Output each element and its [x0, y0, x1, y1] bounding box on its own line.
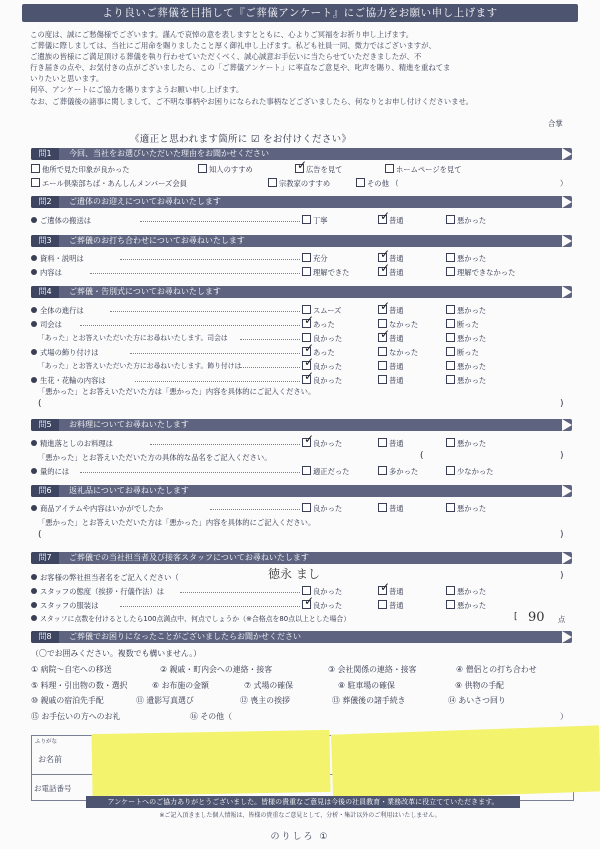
name-label: お名前: [38, 755, 62, 764]
checkbox[interactable]: [302, 253, 311, 262]
checkbox[interactable]: [378, 466, 387, 475]
leader-dots: [80, 472, 300, 473]
checkbox-checked[interactable]: [378, 209, 391, 224]
checkbox[interactable]: [302, 215, 311, 224]
thank-you-bar: アンケートへのご協力ありがとうございました。皆様の貴重なご意見は今後の社員教育・業務改革に役立てていただきます。: [86, 796, 520, 808]
q8-number: 問8: [31, 631, 59, 643]
q3-title: ご葬儀のお打ち合わせについてお尋ねいたします: [69, 236, 245, 245]
intro-line: いりたいと思います。: [30, 74, 104, 84]
answer-option[interactable]: 悪かった: [446, 375, 486, 386]
answer-option[interactable]: ✓ 普通: [380, 580, 404, 596]
q3-number: 問3: [31, 235, 59, 247]
checkbox-checked[interactable]: [295, 158, 308, 173]
checkbox[interactable]: [446, 253, 455, 262]
checkbox[interactable]: [446, 305, 455, 314]
q8-title: ご葬儀でお困りになったことがございましたらお聞かせください: [69, 632, 301, 641]
q6-note: 「悪かった」とお答えいただいた方は「悪かった」内容を具体的にご記入ください。: [38, 518, 316, 527]
q7-number: 問7: [31, 552, 59, 564]
q6-header: [31, 485, 572, 497]
q3-header: [31, 235, 572, 247]
answer-option[interactable]: 断った: [446, 347, 479, 358]
check-mark-icon: ✓: [380, 299, 391, 313]
q2-number: 問2: [31, 196, 59, 208]
leader-dots: [240, 367, 300, 368]
paren-close: ): [560, 399, 564, 409]
leader-dots: [140, 221, 300, 222]
question-label: ご遺体の搬送は: [31, 215, 91, 226]
checkbox[interactable]: [198, 164, 207, 173]
checkbox[interactable]: [302, 466, 311, 475]
checkbox[interactable]: [446, 586, 455, 595]
leader-dots: [135, 381, 300, 382]
trouble-option[interactable]: ⑦ 式場の確保: [244, 681, 294, 690]
leader-dots: [80, 325, 300, 326]
trouble-option[interactable]: ④ 僧侶との打ち合わせ: [456, 665, 537, 674]
checkbox[interactable]: [446, 503, 455, 512]
answer-option[interactable]: ✓ 普通: [380, 247, 404, 263]
checkbox[interactable]: [446, 333, 455, 342]
q7-title: ご葬儀での当社担当者及び接客スタッフについてお尋ねいたします: [69, 553, 309, 562]
answer-option[interactable]: 悪かった: [446, 503, 486, 514]
answer-option[interactable]: 悪かった: [446, 600, 486, 611]
leader-dots: [90, 273, 300, 274]
redacted-name-phone: [91, 730, 330, 796]
intro-line: ご葬儀に際しましては、当社にご用命を賜りましたこと厚く御礼申し上げます。私ども社員一同、微力ではございますが、: [30, 41, 436, 51]
paren-close: ): [560, 571, 564, 581]
paren-open: (: [38, 399, 42, 409]
answer-option[interactable]: 丁寧: [302, 215, 328, 226]
bullet-icon: [31, 307, 37, 313]
bullet-icon: [31, 377, 37, 383]
intro-line: この度は、誠にご愁傷様でございます。謹んで哀悼の意を表しますとともに、心よりご冥福をお祈り申し上げます。: [30, 30, 414, 39]
q1-title: 今回、当社をお選びいただいた理由をお聞かせください: [69, 149, 269, 158]
leader-dots: [240, 339, 300, 340]
checkbox[interactable]: [302, 503, 311, 512]
question-label: 内容は: [31, 267, 62, 278]
answer-option[interactable]: 普通: [378, 438, 404, 449]
trouble-option[interactable]: ⑪ 遺影写真選び: [136, 696, 194, 705]
trouble-option[interactable]: ⑥ お布施の金額: [152, 681, 209, 690]
check-mark-icon: ✓: [304, 355, 315, 369]
checkbox-checked[interactable]: ✓: [380, 580, 391, 594]
question-label: 式場の飾り付けは: [31, 347, 98, 358]
trouble-option[interactable]: ② 親戚・町内会への連絡・接客: [160, 665, 273, 674]
answer-option[interactable]: ✓ 普通: [380, 299, 404, 315]
trouble-option[interactable]: ⑫ 喪主の挨拶: [240, 696, 290, 705]
answer-option[interactable]: なかった: [378, 319, 418, 330]
q2-header: [31, 196, 572, 208]
q4-note: 「悪かった」とお答えいただいた方は「悪かった」内容を具体的にご記入ください。: [38, 387, 316, 396]
question-label: 生花・花輪の内容は: [31, 375, 106, 386]
answer-option[interactable]: ✓ 普通: [380, 261, 404, 277]
trouble-option[interactable]: ⑧ 駐車場の確保: [338, 681, 395, 690]
leader-dots: [150, 444, 300, 445]
handwritten-score[interactable]: 90: [528, 610, 545, 625]
checkbox[interactable]: [378, 503, 387, 512]
q5-note: 「悪かった」とお答えいただいた方の具体的な品名をご記入ください。: [38, 453, 272, 462]
answer-option[interactable]: スムーズ: [302, 305, 341, 316]
checkbox[interactable]: [446, 466, 455, 475]
checkbox-checked[interactable]: ✓: [380, 247, 391, 261]
checkbox[interactable]: [378, 375, 387, 384]
answer-option[interactable]: ✓ あった: [304, 313, 335, 329]
question-label: スタッフに点数を付けるとしたら100点満点中、何点でしょうか（※合格点を80点以上とした場合）: [31, 614, 350, 625]
answer-option[interactable]: 普通: [378, 600, 404, 611]
check-mark-icon: ✓: [304, 369, 315, 383]
check-mark-icon: ✓: [304, 313, 315, 327]
score-unit: 点: [558, 615, 566, 624]
leader-dots: [180, 592, 300, 593]
answer-option[interactable]: 断った: [446, 319, 479, 330]
q8-header: [31, 631, 572, 643]
header-arrow: [562, 235, 572, 247]
answer-option[interactable]: 良かった: [302, 503, 342, 514]
answer-option[interactable]: 悪かった: [446, 305, 486, 316]
checkbox[interactable]: [378, 347, 387, 356]
answer-option[interactable]: ✓ あった: [304, 341, 335, 357]
check-mark-icon: ✓: [297, 158, 308, 172]
answer-option[interactable]: 普通: [378, 375, 404, 386]
answer-option[interactable]: 良かった: [302, 333, 342, 344]
signature: 合掌: [548, 119, 563, 128]
checkbox-checked[interactable]: [302, 313, 315, 328]
answer-option[interactable]: 普通: [378, 503, 404, 514]
q5-header: [31, 419, 572, 431]
answer-option[interactable]: 充分: [302, 253, 328, 264]
checkbox-checked[interactable]: [378, 327, 391, 342]
trouble-option[interactable]: ⑯ その他（: [190, 712, 232, 721]
redacted-address-email: [331, 725, 600, 800]
intro-line: ご遺族の皆様にご満足頂ける葬儀を執り行わせていただくべく、誠心誠意お手伝いに当たらせていただきましたが、不: [30, 52, 422, 62]
checkbox[interactable]: [378, 361, 387, 370]
paren-open: (: [38, 530, 42, 540]
answer-option[interactable]: 理解できた: [302, 267, 349, 278]
trouble-option[interactable]: ⑭ あいさつ回り: [448, 696, 506, 705]
paren-close: ）: [560, 179, 568, 188]
answer-option[interactable]: 悪かった: [446, 253, 486, 264]
question-label: 資料・説明は: [31, 253, 84, 264]
answer-option[interactable]: ✓ 良かった: [304, 369, 343, 385]
answer-option[interactable]: ✓ 良かった: [304, 594, 343, 610]
checkbox[interactable]: [446, 319, 455, 328]
header-arrow: [562, 148, 572, 160]
trouble-option[interactable]: ⑬ 葬儀後の諸手続き: [332, 696, 406, 705]
checkbox[interactable]: [268, 178, 277, 187]
privacy-note: ※ご記入頂きました個人情報は、皆様の貴重なご意見として、分析・集計以外のご利用はいたしません。: [159, 812, 441, 819]
checkbox[interactable]: [356, 178, 365, 187]
checkbox[interactable]: [385, 164, 394, 173]
checkbox[interactable]: [31, 164, 40, 173]
answer-option[interactable]: 普通: [378, 361, 404, 372]
answer-option[interactable]: 多かった: [378, 466, 418, 477]
answer-option[interactable]: 悪かった: [446, 438, 486, 449]
q1-option[interactable]: 他所で見た印象が良かった: [31, 164, 130, 175]
checkbox[interactable]: [378, 438, 387, 447]
header-arrow: [562, 196, 572, 208]
header-arrow: [562, 286, 572, 298]
intro-line: 行き届きの点や、お気付きの点がございましたら、この「ご葬儀アンケート」に率直なご意見や、叱声を賜り、精進を重ねてま: [30, 63, 451, 73]
q1-option[interactable]: その他 （: [356, 178, 399, 189]
q4-title: ご葬儀・告別式についてお尋ねいたします: [69, 287, 221, 296]
answer-option[interactable]: ✓ 良かった: [304, 355, 343, 371]
checkbox[interactable]: [446, 215, 455, 224]
question-label: 精進落としのお料理は: [31, 438, 113, 449]
q1-option[interactable]: ホームページを見て: [385, 164, 462, 175]
leader-dots: [120, 259, 300, 260]
paren-close: ): [560, 530, 564, 540]
q5-title: お料理についてお尋ねいたします: [69, 420, 189, 429]
question-label: 商品アイテムや内容はいかがでしたか: [31, 503, 163, 514]
intro-line: 何卒、アンケートにご協力を賜りますようお願い申し上げます。: [30, 85, 244, 95]
checkbox-checked[interactable]: [378, 299, 391, 314]
header-arrow: [562, 552, 572, 564]
bracket-open: [: [514, 612, 518, 622]
answer-option[interactable]: 悪かった: [446, 333, 486, 344]
q5-number: 問5: [31, 419, 59, 431]
leader-dots: [110, 311, 300, 312]
answer-option[interactable]: 少なかった: [446, 466, 493, 477]
leader-dots: [130, 353, 300, 354]
paren-open: (: [420, 451, 424, 461]
furigana-label: ふりがな: [35, 739, 58, 745]
check-mark-icon: ✓: [380, 327, 391, 341]
trouble-option[interactable]: ⑮ お手伝いの方へのお礼: [31, 712, 121, 721]
handwritten-staff-name[interactable]: 徳永 まし: [268, 567, 320, 581]
trouble-option[interactable]: ③ 会社関係の連絡・接客: [328, 665, 417, 674]
checkbox-guide: 《適正と思われます箇所に ☑ をお付けください》: [130, 134, 352, 145]
q1-option[interactable]: ✓ 広告を見て: [297, 158, 343, 174]
q8-instruction: （〇でお囲みください。複数でも構いません。）: [31, 649, 202, 658]
q7-header: [31, 552, 572, 564]
checkbox[interactable]: [31, 178, 40, 187]
check-mark-icon: ✓: [380, 209, 391, 223]
question-label: 全体の進行は: [31, 305, 84, 316]
contact-form: [31, 735, 574, 801]
paren-close: ）: [560, 712, 568, 721]
checkbox-checked[interactable]: ✓: [304, 432, 315, 446]
question-label: 量的には: [31, 466, 69, 477]
q4-number: 問4: [31, 286, 59, 298]
leader-dots: [120, 606, 300, 607]
question-label: 「あった」とお答えいただいた方にお尋ねいたします。司会は: [38, 334, 228, 342]
trouble-option[interactable]: ⑩ 親戚の宿泊先手配: [31, 696, 104, 705]
question-label: スタッフの服装は: [31, 600, 98, 611]
answer-option[interactable]: 適正だった: [302, 466, 349, 477]
answer-option[interactable]: なかった: [378, 347, 418, 358]
paren-close: ): [560, 451, 564, 461]
q4-header: [31, 286, 572, 298]
q6-number: 問6: [31, 485, 59, 497]
leader-dots: [210, 509, 300, 510]
answer-option[interactable]: 良かった: [302, 586, 342, 597]
q1-option[interactable]: 宗教家のすすめ: [268, 178, 330, 189]
phone-label: お電話番号: [34, 784, 72, 793]
intro-line: なお、ご葬儀後の諸事に関しまして、ご不明な事柄やお困りになられた事柄などございましたら、何なりとお申し付けくださいませ。: [30, 96, 474, 106]
checkbox-checked[interactable]: ✓: [304, 594, 315, 608]
answer-option[interactable]: 理解できなかった: [446, 267, 515, 278]
trouble-option[interactable]: ⑨ 供物の手配: [455, 681, 505, 690]
checkbox[interactable]: [446, 438, 455, 447]
bullet-icon: [31, 217, 37, 223]
checkbox[interactable]: [446, 347, 455, 356]
bullet-icon: [31, 321, 37, 327]
bullet-icon: [31, 349, 37, 355]
checkbox[interactable]: [446, 361, 455, 370]
checkbox[interactable]: [446, 375, 455, 384]
question-label: 「あった」とお答えいただいた方にお尋ねいたします。飾り付けは: [38, 362, 242, 370]
checkbox-checked[interactable]: ✓: [380, 261, 391, 275]
trouble-option[interactable]: ⑤ 料理・引出物の数・選択: [31, 681, 128, 690]
q1-option[interactable]: 知人のすすめ: [198, 164, 253, 175]
checkbox[interactable]: [378, 600, 387, 609]
intro-text: [30, 29, 575, 107]
answer-option[interactable]: 悪かった: [446, 361, 486, 372]
page-title: より良いご葬儀を目指して『ご葬儀アンケート』にご協力をお願い申し上げます: [22, 4, 578, 22]
checkbox[interactable]: [446, 600, 455, 609]
trouble-option[interactable]: ① 病院〜自宅への移送: [31, 665, 112, 674]
question-label: お客様の弊社担当者名をご記入ください（: [31, 572, 179, 583]
answer-option[interactable]: 悪かった: [446, 586, 486, 597]
q1-number: 問1: [31, 148, 59, 160]
q2-title: ご遺体のお迎えについてお尋ねいたします: [69, 197, 221, 206]
fold-margin-label: のりしろ ①: [270, 832, 330, 842]
question-label: スタッフの態度（挨拶・行儀作法）は: [31, 586, 164, 597]
answer-option[interactable]: ✓ 普通: [380, 327, 404, 343]
header-arrow: [562, 485, 572, 497]
answer-option[interactable]: ✓ 良かった: [304, 432, 343, 448]
checkbox-checked[interactable]: [302, 369, 315, 384]
q1-option[interactable]: エール倶楽部ちば・あんしんメンバーズ会員: [31, 178, 187, 189]
header-arrow: [562, 419, 572, 431]
question-label: 司会は: [31, 319, 62, 330]
checkbox[interactable]: [446, 267, 455, 276]
answer-option[interactable]: 悪かった: [446, 215, 486, 226]
answer-option[interactable]: ✓ 普通: [380, 209, 404, 225]
check-mark-icon: ✓: [304, 341, 315, 355]
checkbox[interactable]: [302, 267, 311, 276]
q6-title: 返礼品についてお尋ねいたします: [69, 486, 189, 495]
header-arrow: [562, 631, 572, 643]
